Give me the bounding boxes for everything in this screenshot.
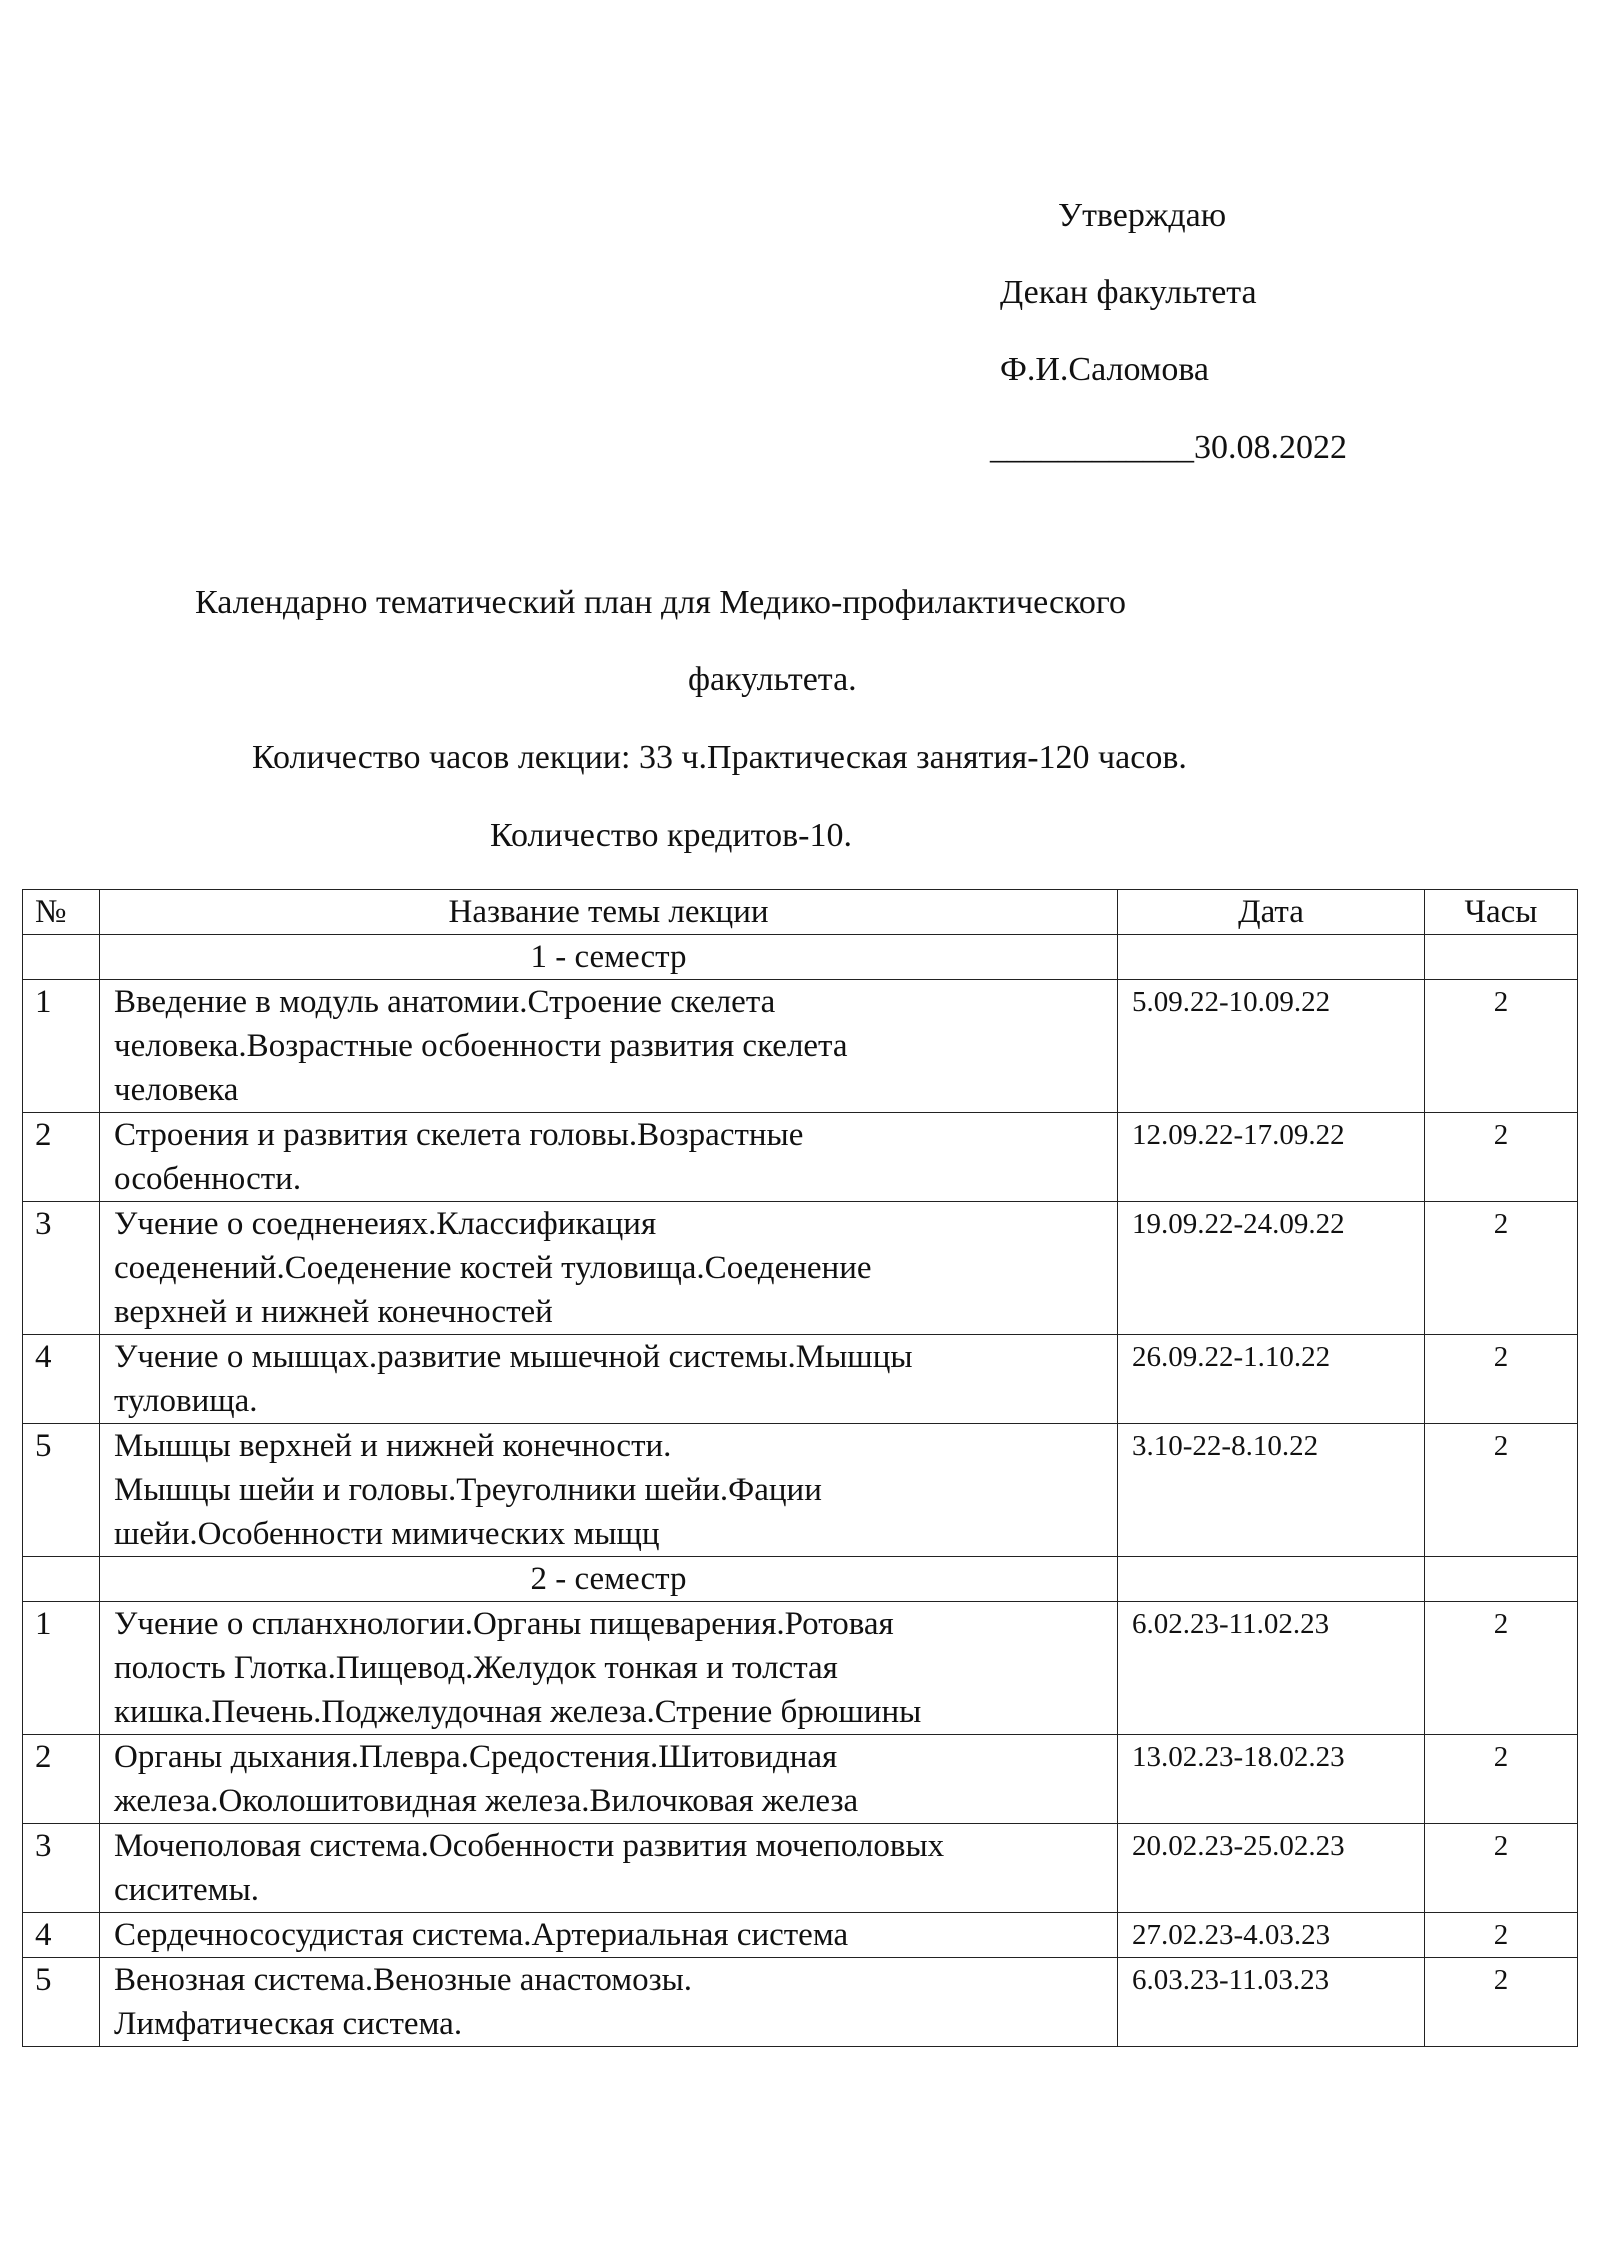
row-number: 2 bbox=[23, 1735, 100, 1824]
topic-line: Венозная система.Венозные анастомозы. bbox=[114, 1962, 693, 1998]
row-date: 5.09.22-10.09.22 bbox=[1118, 980, 1425, 1113]
topic-line: кишка.Печень.Поджелудочная железа.Стрение брюшины bbox=[114, 1694, 922, 1730]
topic-line: человека bbox=[114, 1072, 239, 1108]
row-date: 13.02.23-18.02.23 bbox=[1118, 1735, 1425, 1824]
table-row bbox=[23, 1602, 1578, 1735]
row-number: 4 bbox=[23, 1335, 100, 1424]
table-row bbox=[23, 980, 1578, 1113]
table-row bbox=[23, 1424, 1578, 1557]
semester-empty-cell bbox=[1425, 935, 1578, 980]
topic-line: особенности. bbox=[114, 1161, 302, 1197]
topic-line: соеденений.Соеденение костей туловища.Соеденение bbox=[114, 1250, 872, 1286]
topic-line: Лимфатическая система. bbox=[114, 2006, 463, 2042]
topic-line: Мышцы шейи и головы.Треуголники шейи.Фации bbox=[114, 1472, 822, 1508]
heading-credits-info: Количество кредитов-10. bbox=[490, 817, 852, 854]
row-topic bbox=[100, 980, 1118, 1113]
topic-line: шейи.Особенности мимических мыщц bbox=[114, 1516, 660, 1552]
approval-signatory: Ф.И.Саломова bbox=[1000, 351, 1210, 388]
semester-row bbox=[23, 1557, 1578, 1602]
table-row bbox=[23, 1824, 1578, 1913]
row-date: 26.09.22-1.10.22 bbox=[1118, 1335, 1425, 1424]
row-date: 12.09.22-17.09.22 bbox=[1118, 1113, 1425, 1202]
row-hours: 2 bbox=[1425, 1735, 1578, 1824]
topic-line: Сердечнососудистая система.Артериальная система bbox=[114, 1917, 849, 1953]
topic-line: туловища. bbox=[114, 1383, 258, 1419]
row-date: 3.10-22-8.10.22 bbox=[1118, 1424, 1425, 1557]
table-row bbox=[23, 1958, 1578, 2047]
topic-line: Учение о соедненеиях.Классификация bbox=[114, 1206, 657, 1242]
row-number: 3 bbox=[23, 1824, 100, 1913]
semester-empty-cell bbox=[1425, 1557, 1578, 1602]
header-topic: Название темы лекции bbox=[100, 890, 1118, 935]
row-topic bbox=[100, 1602, 1118, 1735]
row-hours: 2 bbox=[1425, 1913, 1578, 1958]
approval-signature-date: ____________30.08.2022 bbox=[990, 429, 1347, 466]
topic-line: железа.Околошитовидная железа.Вилочковая железа bbox=[114, 1783, 859, 1819]
row-date: 20.02.23-25.02.23 bbox=[1118, 1824, 1425, 1913]
topic-line: сиситемы. bbox=[114, 1872, 259, 1908]
table-body bbox=[23, 935, 1578, 2047]
row-date: 19.09.22-24.09.22 bbox=[1118, 1202, 1425, 1335]
header-hours: Часы bbox=[1425, 890, 1578, 935]
topic-line: Органы дыхания.Плевра.Средостения.Шитовидная bbox=[114, 1739, 838, 1775]
approval-position: Декан факультета bbox=[1000, 274, 1257, 311]
topic-line: Мышцы верхней и нижней конечности. bbox=[114, 1428, 672, 1464]
row-topic bbox=[100, 1424, 1118, 1557]
row-topic bbox=[100, 1113, 1118, 1202]
approval-title: Утверждаю bbox=[1058, 197, 1227, 234]
row-number: 5 bbox=[23, 1958, 100, 2047]
heading-hours-info: Количество часов лекции: 33 ч.Практическая занятия-120 часов. bbox=[252, 739, 1187, 776]
table-row bbox=[23, 1735, 1578, 1824]
table-row bbox=[23, 1913, 1578, 1958]
topic-line: Мочеполовая система.Особенности развития мочеполовых bbox=[114, 1828, 945, 1864]
row-number: 5 bbox=[23, 1424, 100, 1557]
row-number: 1 bbox=[23, 1602, 100, 1735]
topic-line: Строения и развития скелета головы.Возрастные bbox=[114, 1117, 804, 1153]
row-topic bbox=[100, 1335, 1118, 1424]
row-topic bbox=[100, 1913, 1118, 1958]
topic-line: полость Глотка.Пищевод.Желудок тонкая и толстая bbox=[114, 1650, 838, 1686]
header-date: Дата bbox=[1118, 890, 1425, 935]
row-number: 3 bbox=[23, 1202, 100, 1335]
row-hours: 2 bbox=[1425, 1202, 1578, 1335]
semester-row bbox=[23, 935, 1578, 980]
row-topic bbox=[100, 1958, 1118, 2047]
row-topic bbox=[100, 1824, 1118, 1913]
row-hours: 2 bbox=[1425, 1113, 1578, 1202]
row-number: 1 bbox=[23, 980, 100, 1113]
semester-empty-cell bbox=[1118, 1557, 1425, 1602]
row-hours: 2 bbox=[1425, 980, 1578, 1113]
topic-line: верхней и нижней конечностей bbox=[114, 1294, 553, 1330]
header-number: № bbox=[23, 890, 100, 935]
semester-label: 1 - семестр bbox=[100, 935, 1118, 980]
semester-empty-cell bbox=[23, 1557, 100, 1602]
row-hours: 2 bbox=[1425, 1824, 1578, 1913]
semester-empty-cell bbox=[1118, 935, 1425, 980]
row-date: 6.02.23-11.02.23 bbox=[1118, 1602, 1425, 1735]
heading-title-line-1: Календарно тематический план для Медико-профилактического bbox=[195, 584, 1126, 621]
row-number: 4 bbox=[23, 1913, 100, 1958]
table-header-row bbox=[23, 890, 1578, 935]
row-number: 2 bbox=[23, 1113, 100, 1202]
row-topic bbox=[100, 1735, 1118, 1824]
row-date: 6.03.23-11.03.23 bbox=[1118, 1958, 1425, 2047]
semester-empty-cell bbox=[23, 935, 100, 980]
topic-line: человека.Возрастные осбоенности развития скелета bbox=[114, 1028, 848, 1064]
row-date: 27.02.23-4.03.23 bbox=[1118, 1913, 1425, 1958]
topic-line: Учение о мышцах.развитие мышечной системы.Мышцы bbox=[114, 1339, 913, 1375]
topic-line: Учение о спланхнологии.Органы пищеварения.Ротовая bbox=[114, 1606, 894, 1642]
table-row bbox=[23, 1202, 1578, 1335]
row-topic bbox=[100, 1202, 1118, 1335]
table-row bbox=[23, 1113, 1578, 1202]
row-hours: 2 bbox=[1425, 1335, 1578, 1424]
lecture-plan-table bbox=[22, 889, 1578, 2047]
heading-title-line-2: факультета. bbox=[688, 661, 857, 698]
topic-line: Введение в модуль анатомии.Строение скелета bbox=[114, 984, 776, 1020]
semester-label: 2 - семестр bbox=[100, 1557, 1118, 1602]
row-hours: 2 bbox=[1425, 1424, 1578, 1557]
row-hours: 2 bbox=[1425, 1602, 1578, 1735]
table-row bbox=[23, 1335, 1578, 1424]
row-hours: 2 bbox=[1425, 1958, 1578, 2047]
